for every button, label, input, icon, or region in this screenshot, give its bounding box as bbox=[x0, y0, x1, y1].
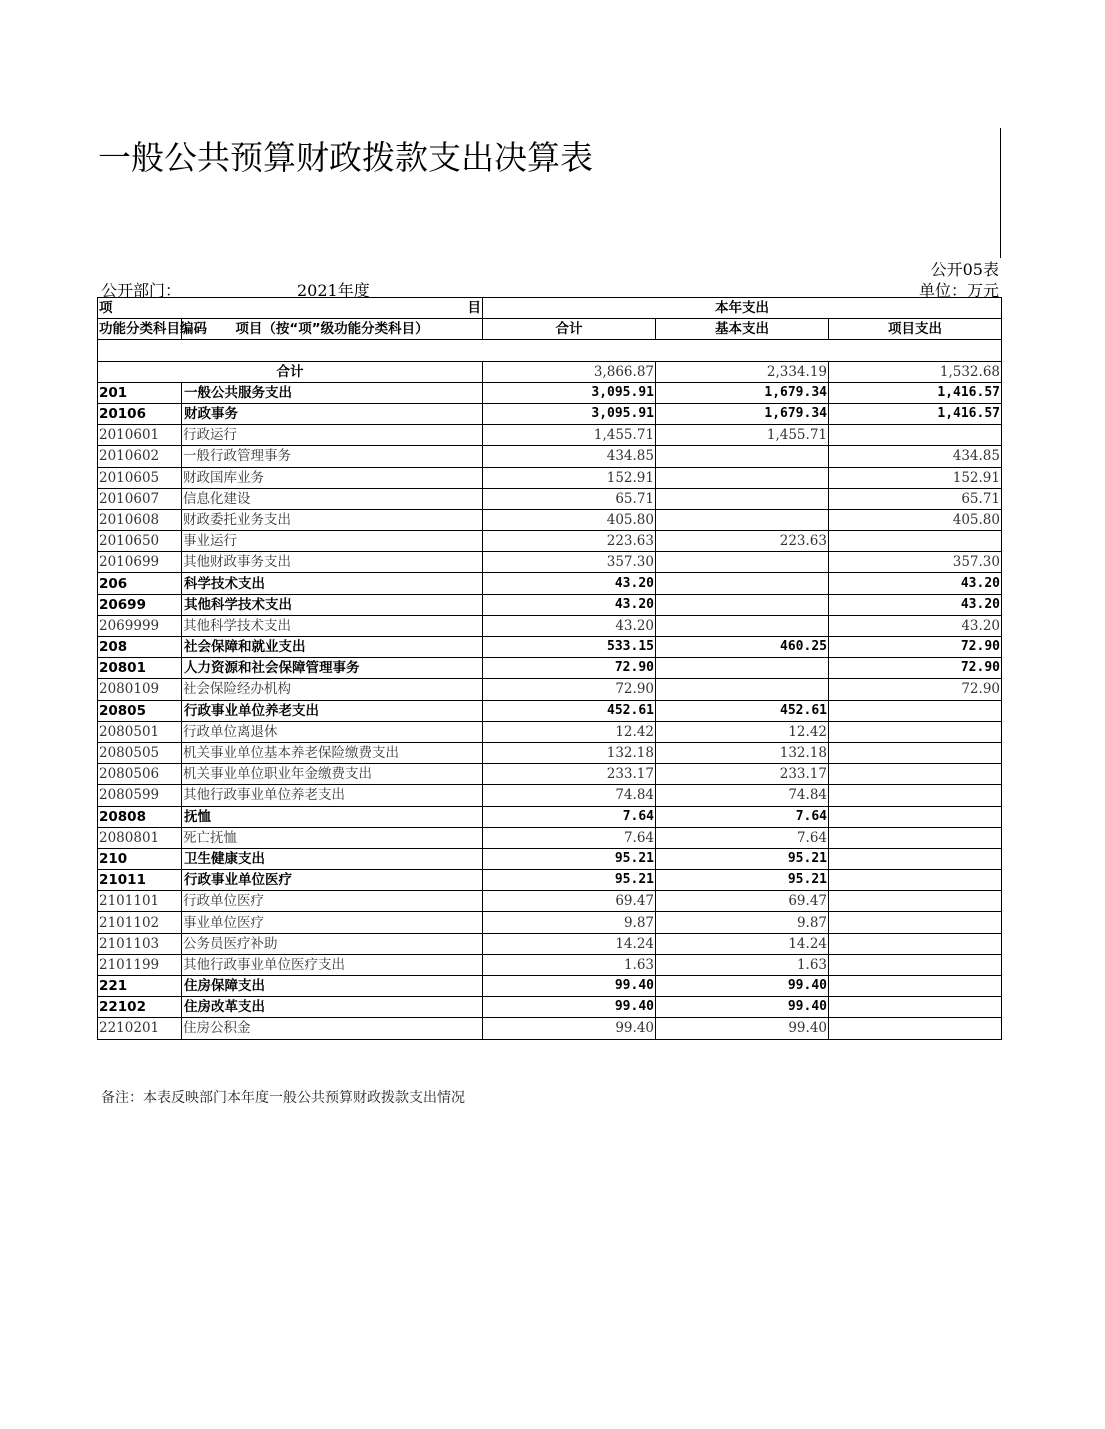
row-basic: 452.61 bbox=[656, 700, 829, 721]
table-row bbox=[98, 552, 1002, 573]
row-project bbox=[829, 870, 1002, 891]
header-name: 项目（按“项”级功能分类科目） bbox=[182, 319, 483, 340]
row-code: 2010699 bbox=[98, 552, 182, 573]
table-row bbox=[98, 742, 1002, 763]
row-total: 152.91 bbox=[483, 467, 656, 488]
row-code: 2101102 bbox=[98, 912, 182, 933]
table-row bbox=[98, 827, 1002, 848]
row-total: 14.24 bbox=[483, 933, 656, 954]
table-row bbox=[98, 785, 1002, 806]
row-project: 72.90 bbox=[829, 658, 1002, 679]
row-code: 20699 bbox=[98, 594, 182, 615]
header-xiang: 项 bbox=[99, 300, 113, 317]
row-name: 住房保障支出 bbox=[182, 976, 483, 997]
table-row bbox=[98, 403, 1002, 424]
row-name: 抚恤 bbox=[182, 806, 483, 827]
table-row bbox=[98, 594, 1002, 615]
row-total: 3,095.91 bbox=[483, 382, 656, 403]
row-name: 住房公积金 bbox=[182, 1018, 483, 1039]
row-total: 9.87 bbox=[483, 912, 656, 933]
row-code: 22102 bbox=[98, 997, 182, 1018]
row-total: 74.84 bbox=[483, 785, 656, 806]
row-basic: 233.17 bbox=[656, 764, 829, 785]
row-basic: 132.18 bbox=[656, 742, 829, 763]
row-project: 357.30 bbox=[829, 552, 1002, 573]
row-code: 2080599 bbox=[98, 785, 182, 806]
row-code: 20805 bbox=[98, 700, 182, 721]
row-name: 行政事业单位医疗 bbox=[182, 870, 483, 891]
row-code: 2010650 bbox=[98, 531, 182, 552]
row-project: 43.20 bbox=[829, 573, 1002, 594]
row-project bbox=[829, 954, 1002, 975]
header-spacer bbox=[98, 340, 1002, 361]
row-total: 1,455.71 bbox=[483, 425, 656, 446]
table-row bbox=[98, 954, 1002, 975]
table-row bbox=[98, 891, 1002, 912]
row-name: 科学技术支出 bbox=[182, 573, 483, 594]
row-basic: 460.25 bbox=[656, 637, 829, 658]
row-project: 43.20 bbox=[829, 615, 1002, 636]
row-code: 2101103 bbox=[98, 933, 182, 954]
row-name: 行政事业单位养老支出 bbox=[182, 700, 483, 721]
row-basic bbox=[656, 615, 829, 636]
row-code: 20106 bbox=[98, 403, 182, 424]
row-basic bbox=[656, 594, 829, 615]
table-row bbox=[98, 870, 1002, 891]
row-total: 434.85 bbox=[483, 446, 656, 467]
row-total: 99.40 bbox=[483, 1018, 656, 1039]
row-code: 208 bbox=[98, 637, 182, 658]
row-total: 43.20 bbox=[483, 615, 656, 636]
row-total: 223.63 bbox=[483, 531, 656, 552]
row-basic bbox=[656, 573, 829, 594]
row-name: 其他科学技术支出 bbox=[182, 615, 483, 636]
form-number: 公开05表 bbox=[930, 260, 999, 279]
row-basic: 7.64 bbox=[656, 827, 829, 848]
header-row-bottom bbox=[98, 319, 1002, 340]
table-row bbox=[98, 446, 1002, 467]
row-name: 财政委托业务支出 bbox=[182, 509, 483, 530]
row-total: 99.40 bbox=[483, 976, 656, 997]
row-project bbox=[829, 912, 1002, 933]
row-name: 机关事业单位职业年金缴费支出 bbox=[182, 764, 483, 785]
row-code: 20808 bbox=[98, 806, 182, 827]
row-name: 机关事业单位基本养老保险缴费支出 bbox=[182, 742, 483, 763]
table-row bbox=[98, 637, 1002, 658]
row-project bbox=[829, 425, 1002, 446]
row-code: 21011 bbox=[98, 870, 182, 891]
table-row bbox=[98, 467, 1002, 488]
row-code: 2010602 bbox=[98, 446, 182, 467]
row-project: 1,416.57 bbox=[829, 382, 1002, 403]
row-code: 2101199 bbox=[98, 954, 182, 975]
header-total: 合计 bbox=[483, 319, 656, 340]
row-basic: 7.64 bbox=[656, 806, 829, 827]
row-project bbox=[829, 764, 1002, 785]
row-project bbox=[829, 721, 1002, 742]
total-basic: 2,334.19 bbox=[656, 361, 829, 382]
row-basic: 1.63 bbox=[656, 954, 829, 975]
row-name: 公务员医疗补助 bbox=[182, 933, 483, 954]
row-project: 72.90 bbox=[829, 679, 1002, 700]
row-project: 152.91 bbox=[829, 467, 1002, 488]
table-row bbox=[98, 573, 1002, 594]
row-code: 221 bbox=[98, 976, 182, 997]
row-total: 7.64 bbox=[483, 806, 656, 827]
row-basic: 95.21 bbox=[656, 870, 829, 891]
row-code: 20801 bbox=[98, 658, 182, 679]
header-mu: 目 bbox=[467, 300, 481, 317]
row-name: 其他科学技术支出 bbox=[182, 594, 483, 615]
row-name: 其他行政事业单位养老支出 bbox=[182, 785, 483, 806]
row-project bbox=[829, 933, 1002, 954]
row-name: 财政事务 bbox=[182, 403, 483, 424]
row-basic: 12.42 bbox=[656, 721, 829, 742]
table-row bbox=[98, 509, 1002, 530]
row-name: 社会保障和就业支出 bbox=[182, 637, 483, 658]
row-code: 2069999 bbox=[98, 615, 182, 636]
row-basic: 99.40 bbox=[656, 997, 829, 1018]
table-row bbox=[98, 615, 1002, 636]
row-name: 行政单位医疗 bbox=[182, 891, 483, 912]
row-basic: 99.40 bbox=[656, 1018, 829, 1039]
row-total: 99.40 bbox=[483, 997, 656, 1018]
row-total: 405.80 bbox=[483, 509, 656, 530]
row-total: 7.64 bbox=[483, 827, 656, 848]
row-project bbox=[829, 976, 1002, 997]
row-code: 210 bbox=[98, 848, 182, 869]
row-basic: 1,679.34 bbox=[656, 403, 829, 424]
fiscal-year: 2021年度 bbox=[297, 281, 370, 300]
table-row bbox=[98, 997, 1002, 1018]
table-row bbox=[98, 912, 1002, 933]
expenditure-table bbox=[97, 297, 1002, 1040]
table-row bbox=[98, 425, 1002, 446]
table-row bbox=[98, 700, 1002, 721]
row-code: 2010605 bbox=[98, 467, 182, 488]
total-amount: 3,866.87 bbox=[483, 361, 656, 382]
table-row bbox=[98, 1018, 1002, 1039]
row-project: 43.20 bbox=[829, 594, 1002, 615]
row-total: 233.17 bbox=[483, 764, 656, 785]
row-project bbox=[829, 700, 1002, 721]
row-name: 卫生健康支出 bbox=[182, 848, 483, 869]
row-total: 95.21 bbox=[483, 848, 656, 869]
row-code: 2210201 bbox=[98, 1018, 182, 1039]
table-row bbox=[98, 764, 1002, 785]
table-row bbox=[98, 806, 1002, 827]
page-title: 一般公共预算财政拨款支出决算表 bbox=[98, 138, 593, 177]
total-row bbox=[98, 361, 1002, 382]
footnote: 备注：本表反映部门本年度一般公共预算财政拨款支出情况 bbox=[101, 1090, 465, 1106]
row-name: 财政国库业务 bbox=[182, 467, 483, 488]
row-basic bbox=[656, 446, 829, 467]
row-total: 72.90 bbox=[483, 658, 656, 679]
row-total: 72.90 bbox=[483, 679, 656, 700]
table-row bbox=[98, 382, 1002, 403]
row-code: 2080109 bbox=[98, 679, 182, 700]
row-name: 行政单位离退休 bbox=[182, 721, 483, 742]
row-basic bbox=[656, 552, 829, 573]
header-row-top bbox=[98, 298, 1002, 319]
row-basic: 69.47 bbox=[656, 891, 829, 912]
row-code: 2080506 bbox=[98, 764, 182, 785]
row-basic: 99.40 bbox=[656, 976, 829, 997]
row-name: 其他行政事业单位医疗支出 bbox=[182, 954, 483, 975]
row-project bbox=[829, 848, 1002, 869]
row-project: 405.80 bbox=[829, 509, 1002, 530]
row-project: 65.71 bbox=[829, 488, 1002, 509]
row-code: 201 bbox=[98, 382, 182, 403]
row-basic bbox=[656, 488, 829, 509]
header-project: 项目支出 bbox=[829, 319, 1002, 340]
row-code: 2101101 bbox=[98, 891, 182, 912]
row-code: 206 bbox=[98, 573, 182, 594]
row-name: 行政运行 bbox=[182, 425, 483, 446]
row-code: 2080505 bbox=[98, 742, 182, 763]
row-total: 3,095.91 bbox=[483, 403, 656, 424]
row-basic: 9.87 bbox=[656, 912, 829, 933]
row-basic: 1,679.34 bbox=[656, 382, 829, 403]
total-project: 1,532.68 bbox=[829, 361, 1002, 382]
row-project bbox=[829, 891, 1002, 912]
header-item-cell bbox=[98, 298, 483, 319]
row-project bbox=[829, 742, 1002, 763]
row-project bbox=[829, 827, 1002, 848]
row-total: 65.71 bbox=[483, 488, 656, 509]
row-name: 一般公共服务支出 bbox=[182, 382, 483, 403]
table-row bbox=[98, 679, 1002, 700]
row-total: 132.18 bbox=[483, 742, 656, 763]
row-project: 434.85 bbox=[829, 446, 1002, 467]
table-row bbox=[98, 658, 1002, 679]
row-total: 95.21 bbox=[483, 870, 656, 891]
row-basic bbox=[656, 467, 829, 488]
row-basic bbox=[656, 679, 829, 700]
row-code: 2010601 bbox=[98, 425, 182, 446]
row-basic bbox=[656, 658, 829, 679]
table-row bbox=[98, 488, 1002, 509]
row-total: 357.30 bbox=[483, 552, 656, 573]
row-total: 452.61 bbox=[483, 700, 656, 721]
row-basic: 223.63 bbox=[656, 531, 829, 552]
row-name: 其他财政事务支出 bbox=[182, 552, 483, 573]
row-basic: 1,455.71 bbox=[656, 425, 829, 446]
row-basic: 74.84 bbox=[656, 785, 829, 806]
row-code: 2080501 bbox=[98, 721, 182, 742]
row-code: 2010608 bbox=[98, 509, 182, 530]
row-project bbox=[829, 806, 1002, 827]
row-project: 72.90 bbox=[829, 637, 1002, 658]
row-total: 12.42 bbox=[483, 721, 656, 742]
header-basic: 基本支出 bbox=[656, 319, 829, 340]
total-label: 合计 bbox=[98, 361, 483, 382]
table-row bbox=[98, 531, 1002, 552]
header-current-year: 本年支出 bbox=[483, 298, 1002, 319]
row-total: 69.47 bbox=[483, 891, 656, 912]
row-name: 信息化建设 bbox=[182, 488, 483, 509]
row-basic: 95.21 bbox=[656, 848, 829, 869]
row-basic bbox=[656, 509, 829, 530]
row-name: 社会保险经办机构 bbox=[182, 679, 483, 700]
department-label: 公开部门： bbox=[101, 281, 182, 300]
table-row bbox=[98, 976, 1002, 997]
row-name: 一般行政管理事务 bbox=[182, 446, 483, 467]
unit-label: 单位：万元 bbox=[918, 281, 999, 300]
row-project bbox=[829, 531, 1002, 552]
row-total: 43.20 bbox=[483, 573, 656, 594]
row-total: 533.15 bbox=[483, 637, 656, 658]
row-name: 事业运行 bbox=[182, 531, 483, 552]
row-name: 死亡抚恤 bbox=[182, 827, 483, 848]
row-basic: 14.24 bbox=[656, 933, 829, 954]
table-row bbox=[98, 848, 1002, 869]
row-code: 2010607 bbox=[98, 488, 182, 509]
row-name: 住房改革支出 bbox=[182, 997, 483, 1018]
header-code: 功能分类科目编码 bbox=[98, 319, 182, 340]
row-project bbox=[829, 997, 1002, 1018]
row-project bbox=[829, 785, 1002, 806]
row-total: 1.63 bbox=[483, 954, 656, 975]
row-code: 2080801 bbox=[98, 827, 182, 848]
right-border-line bbox=[1000, 128, 1001, 258]
row-project: 1,416.57 bbox=[829, 403, 1002, 424]
row-name: 人力资源和社会保障管理事务 bbox=[182, 658, 483, 679]
row-project bbox=[829, 1018, 1002, 1039]
row-name: 事业单位医疗 bbox=[182, 912, 483, 933]
table-row bbox=[98, 933, 1002, 954]
row-total: 43.20 bbox=[483, 594, 656, 615]
table-row bbox=[98, 721, 1002, 742]
